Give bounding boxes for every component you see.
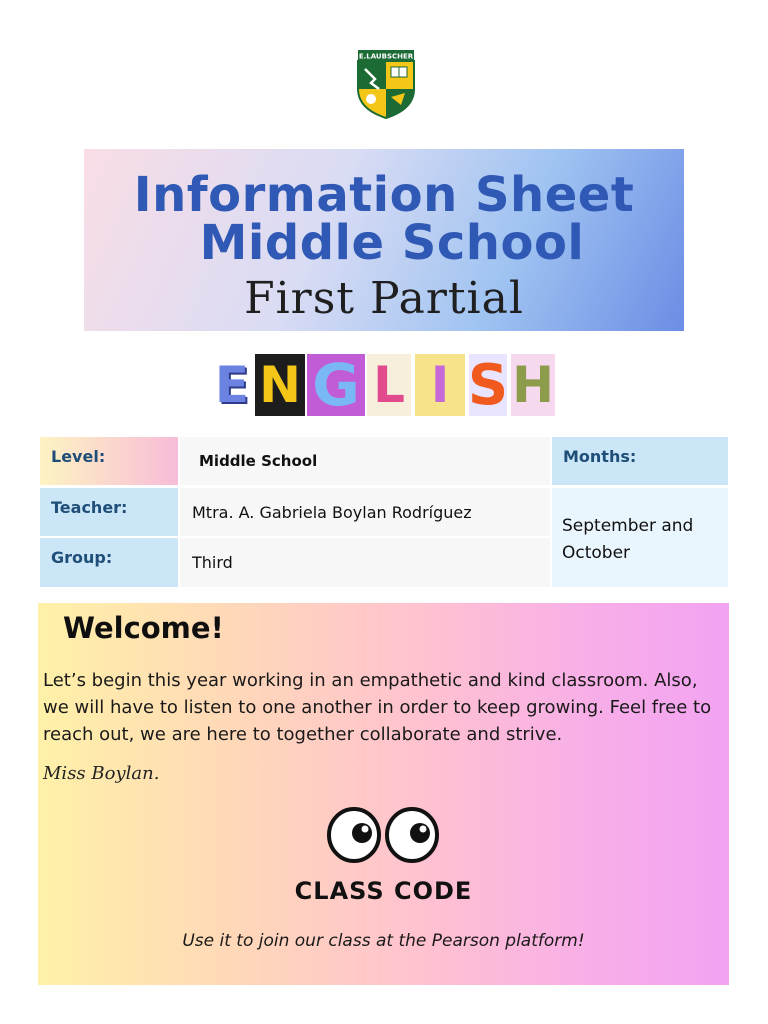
months-value: September and October [562,516,694,563]
title-line-2: Middle School [199,215,585,271]
english-collage-icon [215,348,560,418]
school-logo [357,49,415,119]
group-label: Group: [40,538,178,587]
signature: Miss Boylan. [43,763,160,784]
letter-tile [367,354,411,416]
teacher-value: Mtra. A. Gabriela Boylan Rodríguez [192,503,472,522]
letter: E [214,356,250,414]
group-value-cell [180,538,550,587]
letter: H [512,356,554,414]
teacher-label: Teacher: [40,488,178,536]
months-value-cell [552,488,728,587]
googly-eyes-icon [326,806,442,864]
school-crest-icon [357,49,415,119]
months-label: Months: [552,437,728,485]
group-value: Third [192,553,233,572]
welcome-panel [38,603,729,985]
letter-tile [255,354,305,416]
letter: N [259,356,301,414]
title-line-1: Information Sheet [133,167,635,223]
letter: G [312,351,360,419]
logo-text: E.LAUBSCHER [358,52,414,61]
letter: I [430,356,450,414]
join-instruction: Use it to join our class at the Pearson platform! [182,931,585,951]
letter-tile [469,354,507,416]
level-label: Level: [40,437,178,485]
letter-tile [511,354,555,416]
letter: S [467,352,509,418]
letter: L [373,356,405,414]
teacher-value-cell [180,488,550,536]
level-value: Middle School [199,452,318,470]
welcome-title: Welcome! [63,611,224,645]
info-table [40,437,728,587]
letter-tile [415,354,465,416]
welcome-text: Let’s begin this year working in an empathetic and kind classroom. Also, we will have to listen to one another in order to keep growing. Feel free to reach out, we are here to together collaborate and strive. [43,670,712,745]
letter-tile [307,351,365,419]
level-value-cell [180,437,550,485]
letter-tile [215,354,249,416]
title-banner [84,149,684,331]
title-line-3: First Partial [244,273,524,324]
class-code-label: CLASS CODE [294,877,473,905]
